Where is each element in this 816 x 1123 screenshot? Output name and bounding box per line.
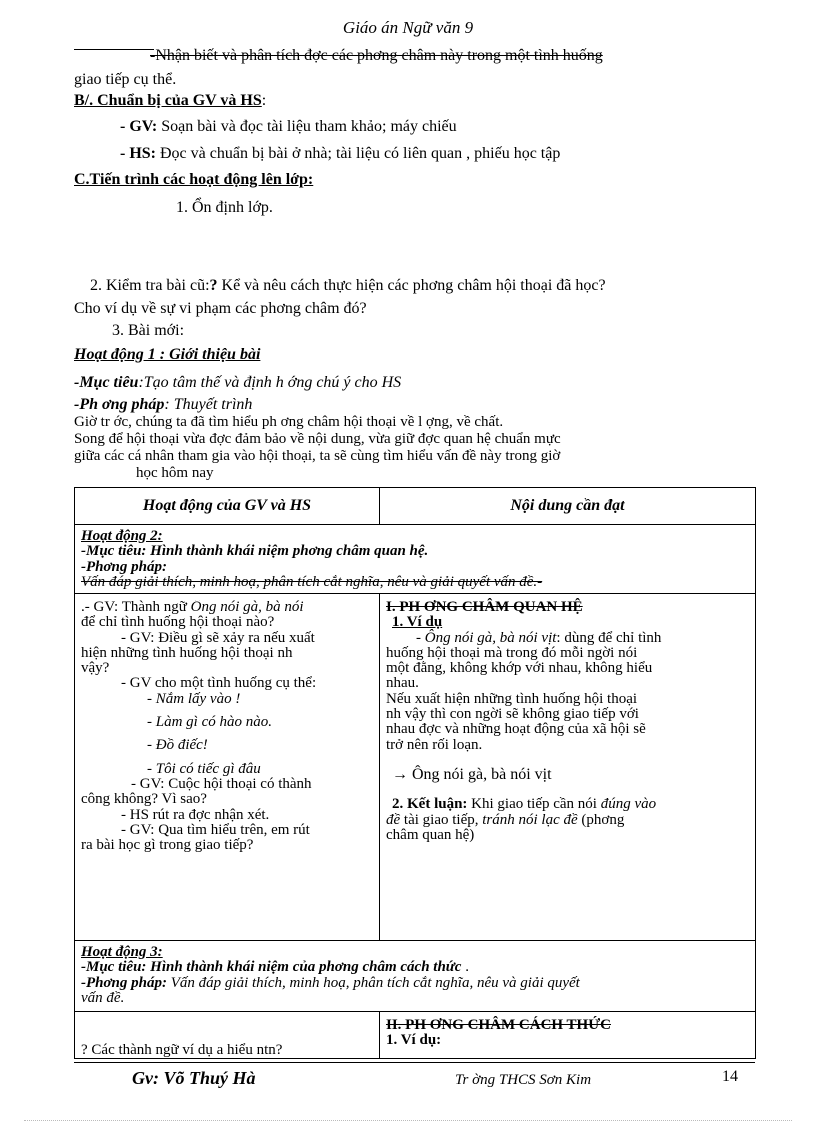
hd3-title: Hoạt động 3: — [81, 944, 163, 960]
hd3-pp-line — [81, 976, 749, 991]
phuong-phap-text: : Thuyết trình — [164, 396, 253, 413]
hd2-muc-tieu: -Mục tiêu: Hình thành khái niệm phơng châm quan hệ. — [81, 543, 429, 560]
hd1-muc-tieu — [74, 374, 401, 392]
hd3-muc-tieu-line — [81, 960, 749, 975]
left2-line-10: - GV: Qua tìm hiểu trên, em rút — [121, 821, 310, 838]
hs-label: - HS: — [120, 145, 156, 162]
header-rule — [74, 49, 154, 50]
hd1-phuong-phap — [74, 396, 252, 414]
step-1: 1. Ổn định lớp. — [176, 199, 273, 216]
left2-line-5: vậy? — [81, 660, 110, 677]
right2-kl-a: Khi giao tiếp cần nói — [467, 796, 601, 813]
left2-example-1: - Nắm lấy vào ! — [147, 690, 241, 707]
right2-line-6: nh vậy thì con ngời sẽ không giao tiếp với — [386, 706, 639, 723]
hd2-title: Hoạt động 2: — [81, 528, 163, 544]
right2-line-1 — [386, 631, 749, 646]
left2-line-9: - HS rút ra đợc nhận xét. — [121, 806, 270, 823]
gv-prep — [120, 118, 457, 136]
intro-paragraph-3: giữa các cá nhân tham gia vào hội thoại, ta sẽ cùng tìm hiểu vấn đề này trong giờ — [74, 448, 561, 464]
intro-line-1: -Nhận biết và phân tích đợc các phơng châm này trong một tình huống — [150, 47, 603, 64]
hs-prep — [120, 145, 560, 163]
section-c-heading: C.Tiến trình các hoạt động lên lớp: — [74, 171, 314, 188]
hd2-left-cell — [75, 594, 380, 941]
hd3-row — [75, 941, 756, 1012]
hd3-pp-text: Vấn đáp giải thích, minh hoạ, phân tích cắt nghĩa, nêu và giải quyết — [166, 974, 580, 991]
hd3-pp-label: -Phơng pháp: — [81, 974, 167, 991]
hs-text: Đọc và chuẩn bị bài ở nhà; tài liệu có liên quan , phiếu học tập — [156, 145, 561, 162]
left2-line-2: để chỉ tình huống hội thoại nào? — [81, 614, 275, 631]
gv-text: Soạn bài và đọc tài liệu tham khảo; máy chiếu — [157, 118, 457, 135]
footer-rule — [74, 1062, 755, 1063]
hd2-content-row — [75, 594, 756, 941]
left2-example-2: - Làm gì có hào nào. — [147, 714, 272, 731]
left2-l1a: .- GV: Thành ngữ — [81, 600, 191, 615]
right2-line-4: nhau. — [386, 675, 419, 692]
spacer — [386, 753, 749, 767]
right2-p1a: - — [416, 629, 425, 646]
right2-vidu: 1. Ví dụ — [392, 614, 443, 631]
spacer — [386, 783, 749, 797]
hd3-muc-tieu: -Mục tiêu: Hình thành khái niệm của phơng châm cách thức — [81, 959, 462, 976]
right2-kl-e: tránh nói lạc đề — [482, 811, 578, 828]
intro-paragraph-2: Song để hội thoại vừa đợc đảm bảo về nội dung, vừa giữ đợc quan hệ chuẩn mực — [74, 431, 561, 447]
step-3: 3. Bài mới: — [112, 322, 185, 339]
section-b-heading — [74, 92, 266, 110]
hd3-pp-text-2: vấn đề. — [81, 989, 125, 1006]
right2-line-7: nhau đợc và những hoạt động của xã hội sẽ — [386, 721, 646, 738]
right-arrow-icon: → — [392, 765, 408, 783]
right2-arrow-text: Ông nói gà, bà nói vịt — [408, 765, 552, 783]
right2-ketluan-line-2 — [386, 813, 749, 828]
step-2-line-2: Cho ví dụ về sự vi phạm các phơng châm đó? — [74, 300, 367, 317]
right2-kl-b: đúng vào — [600, 796, 657, 813]
hd1-title: Hoạt động 1 : Giới thiệu bài — [74, 346, 261, 363]
hd3-right-cell — [380, 1012, 756, 1059]
step-2-question-mark: ? — [209, 277, 218, 294]
hd3-content-row — [75, 1012, 756, 1059]
left3-question: ? Các thành ngữ ví dụ a hiểu ntn? — [81, 1041, 283, 1058]
right2-kl-label: 2. Kết luận: — [392, 796, 468, 813]
page-number: 14 — [722, 1068, 738, 1085]
hd2-phuong-phap — [81, 560, 749, 575]
table-header-row — [75, 488, 756, 525]
left2-line-7: - GV: Cuộc hội thoại có thành — [131, 775, 312, 792]
section-b-title: B/. Chuẩn bị của GV và HS — [74, 92, 262, 109]
hd2-cell — [75, 525, 756, 594]
right2-line-3: một đằng, không khớp với nhau, không hiểu — [386, 660, 653, 677]
hd2-pp-text: Vấn đáp giải thích, minh hoạ, phân tích cắt nghĩa, nêu và giải quyết vấn đề.- — [81, 574, 543, 590]
right2-kl-d: tài giao tiếp, — [400, 811, 483, 828]
hd2-pp-label: -Phơng pháp: — [81, 558, 167, 575]
intro-paragraph-1: Giờ tr ớc, chúng ta đã tìm hiểu ph ơng châm hội thoại về l ợng, về chất. — [74, 414, 504, 430]
right2-heading: I. PH ƠNG CHÂM QUAN HỆ — [386, 599, 583, 615]
hd3-muc-tieu-end: . — [461, 959, 469, 976]
gv-label: - GV: — [120, 118, 158, 135]
hd3-cell — [75, 941, 756, 1012]
right2-ketluan-line-3: châm quan hệ) — [386, 826, 475, 843]
left2-example-4: - Tôi có tiếc gì đâu — [147, 760, 261, 777]
right3-heading: II. PH ƠNG CHÂM CÁCH THỨC — [386, 1017, 611, 1033]
step-2-label: 2. Kiểm tra bài cũ: — [90, 277, 210, 294]
left2-line-4: hiện những tình huống hội thoại nh — [81, 644, 293, 661]
right2-line-8: trở nên rối loạn. — [386, 736, 483, 753]
left2-line-3: - GV: Điều gì sẽ xảy ra nếu xuất — [121, 629, 315, 646]
right2-kl-f: (phơng — [577, 811, 625, 828]
left2-line-11: ra bài học gì trong giao tiếp? — [81, 837, 254, 854]
hd2-right-cell — [380, 594, 756, 941]
phuong-phap-label: -Ph ơng pháp — [74, 396, 165, 413]
muc-tieu-label: -Mục tiêu — [74, 374, 139, 391]
right2-p1b: Ông nói gà, bà nói vịt — [424, 629, 557, 646]
right2-line-2: huống hội thoại mà trong đó mỗi ngời nói — [386, 644, 638, 661]
hd2-row — [75, 525, 756, 594]
muc-tieu-text: :Tạo tâm thế và định h ớng chú ý cho HS — [138, 374, 402, 391]
page-header-title: Giáo án Ngữ văn 9 — [342, 18, 474, 37]
step-2-question: Kể và nêu cách thực hiện các phơng châm hội thoại đã học? — [217, 277, 606, 294]
hd3-left-cell — [75, 1012, 380, 1059]
right2-arrow-line — [386, 767, 749, 783]
section-b-colon: : — [261, 92, 267, 109]
step-2 — [90, 277, 606, 295]
left2-line-1 — [81, 600, 373, 615]
col2-header: Nội dung cần đạt — [380, 488, 756, 525]
left2-example-3: - Đồ điếc! — [147, 737, 208, 754]
right2-ketluan-line-1 — [386, 797, 749, 812]
left2-l1b: Ông nói gà, bà nói — [190, 600, 304, 615]
intro-paragraph-4: học hôm nay — [136, 465, 214, 481]
right2-line-5: Nếu xuất hiện những tình huống hội thoại — [386, 690, 638, 707]
left2-line-8: công không? Vì sao? — [81, 791, 207, 808]
spacer — [81, 730, 373, 738]
right2-p1c: : dùng để chỉ tình — [556, 629, 662, 646]
right3-vidu: 1. Ví dụ: — [386, 1032, 442, 1049]
col1-header: Hoạt động của GV và HS — [75, 488, 380, 525]
intro-line-2: giao tiếp cụ thể. — [74, 71, 177, 88]
footer-school: Tr ờng THCS Sơn Kim — [455, 1072, 592, 1088]
page-bottom-dotted-line — [24, 1120, 792, 1121]
right2-kl-c: đề — [386, 811, 401, 828]
lesson-table — [74, 487, 756, 1059]
left2-line-6: - GV cho một tình huống cụ thể: — [121, 675, 317, 692]
footer-teacher: Gv: Võ Thuý Hà — [132, 1068, 256, 1088]
